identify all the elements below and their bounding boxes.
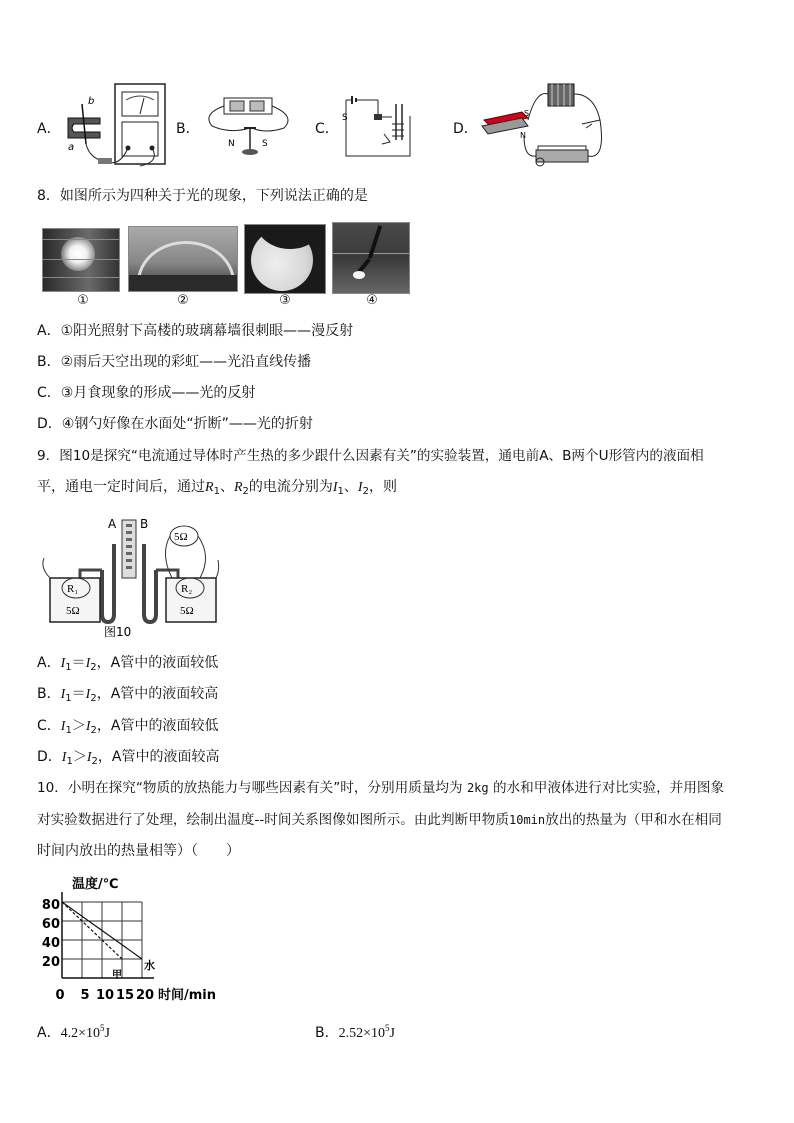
q10-stem-line3: 时间内放出的热量相等）（ ） bbox=[37, 843, 240, 859]
caption-4: ④ bbox=[366, 293, 378, 308]
q10-stem-line1: 10．小明在探究“物质的放热能力与哪些因素有关”时，分别用质量均为 2kg 的水和甲液体进行对比实验，并用图象 bbox=[37, 780, 725, 796]
q9-option-b: B．$I_1=I_2$，A管中的液面较高 bbox=[37, 686, 219, 704]
ytick-60: 60 bbox=[41, 917, 60, 932]
ytick-80: 80 bbox=[41, 898, 60, 913]
q8-option-c: C．③月食现象的形成——光的反射 bbox=[37, 385, 256, 401]
q9-stem-line1: 9．图10是探究“电流通过导体时产生热的多少跟什么因素有关”的实验装置，通电前A、B两个U形管内的液面相 bbox=[37, 448, 704, 464]
q7-d-label-n: N bbox=[520, 131, 526, 140]
q7-b-label-n: N bbox=[228, 139, 235, 149]
series-label-jia: 甲 bbox=[112, 970, 122, 981]
q7-option-b-letter: B． bbox=[176, 121, 200, 137]
q7-a-label-a: a bbox=[68, 142, 75, 153]
xtick-0: 0 bbox=[55, 988, 65, 1003]
q8-option-b: B．②雨后天空出现的彩虹——光沿直线传播 bbox=[37, 354, 312, 370]
xtick-5: 5 bbox=[80, 988, 90, 1003]
q7-c-label-s: S bbox=[342, 113, 348, 123]
q7-option-c-letter: C． bbox=[315, 121, 339, 137]
tube-label-a: A bbox=[108, 517, 117, 531]
q8-option-d: D．④钢勺好像在水面处“折断”——光的折射 bbox=[37, 416, 313, 432]
q7-option-a-letter: A． bbox=[37, 121, 61, 137]
q7-option-b-figure bbox=[200, 92, 300, 164]
photo-rainbow bbox=[128, 226, 238, 292]
caption-3: ③ bbox=[279, 293, 291, 308]
q7-d-label-s: S bbox=[524, 109, 530, 118]
right-resistor-value: 5Ω bbox=[180, 605, 194, 617]
tube-label-b: B bbox=[140, 517, 149, 531]
caption-1: ① bbox=[77, 293, 89, 308]
xtick-15: 15 bbox=[115, 988, 135, 1003]
q9-stem-line2: 平，通电一定时间后，通过$R_1$、$R_2$的电流分别为$I_1$、$I_2$，则 bbox=[37, 479, 397, 497]
q8-stem: 8．如图所示为四种关于光的现象，下列说法正确的是 bbox=[37, 188, 368, 204]
q7-option-d-figure bbox=[476, 80, 610, 172]
q7-b-label-s: S bbox=[262, 139, 268, 149]
q9-option-d: D．$I_1>I_2$，A管中的液面较高 bbox=[37, 749, 220, 767]
xtick-10: 10 bbox=[95, 988, 115, 1003]
q10-option-b: B．$2.52\times 10^5J$ bbox=[315, 1023, 395, 1041]
q9-option-c: C．$I_1>I_2$，A管中的液面较低 bbox=[37, 718, 219, 736]
figure-caption: 图10 bbox=[104, 625, 132, 639]
q7-option-a-figure bbox=[60, 78, 175, 170]
q8-option-a: A．①阳光照射下高楼的玻璃幕墙很刺眼——漫反射 bbox=[37, 323, 354, 339]
series-label-shui: 水 bbox=[144, 959, 155, 972]
ytick-40: 40 bbox=[41, 936, 60, 951]
q9-figure-10 bbox=[40, 514, 220, 642]
photo-glass-wall bbox=[42, 228, 120, 292]
q10-stem-line2: 对实验数据进行了处理，绘制出温度--时间关系图像如图所示。由此判断甲物质10min放出的热量为（甲和水在相同 bbox=[37, 812, 722, 828]
ytick-20: 20 bbox=[41, 955, 60, 970]
q7-option-d-letter: D． bbox=[453, 121, 478, 137]
chart-ylabel: 温度/℃ bbox=[72, 877, 119, 892]
q10-chart bbox=[38, 872, 238, 1004]
series-line-0 bbox=[62, 902, 122, 959]
caption-2: ② bbox=[177, 293, 189, 308]
left-resistor-label: R₁ bbox=[67, 583, 79, 595]
left-resistor-value: 5Ω bbox=[66, 605, 80, 617]
right-resistor-label: R₂ bbox=[181, 583, 193, 595]
q7-option-c-figure bbox=[338, 94, 418, 160]
chart-xlabel: 时间/min bbox=[158, 988, 217, 1003]
photo-eclipse bbox=[244, 224, 326, 294]
q10-option-a: A．$4.2\times 10^5J$ bbox=[37, 1023, 110, 1041]
photo-spoon bbox=[332, 222, 410, 294]
q7-a-label-b: b bbox=[88, 96, 95, 107]
top-resistor-value: 5Ω bbox=[174, 531, 188, 543]
q9-option-a: A．$I_1=I_2$，A管中的液面较低 bbox=[37, 655, 219, 673]
xtick-20: 20 bbox=[135, 988, 155, 1003]
